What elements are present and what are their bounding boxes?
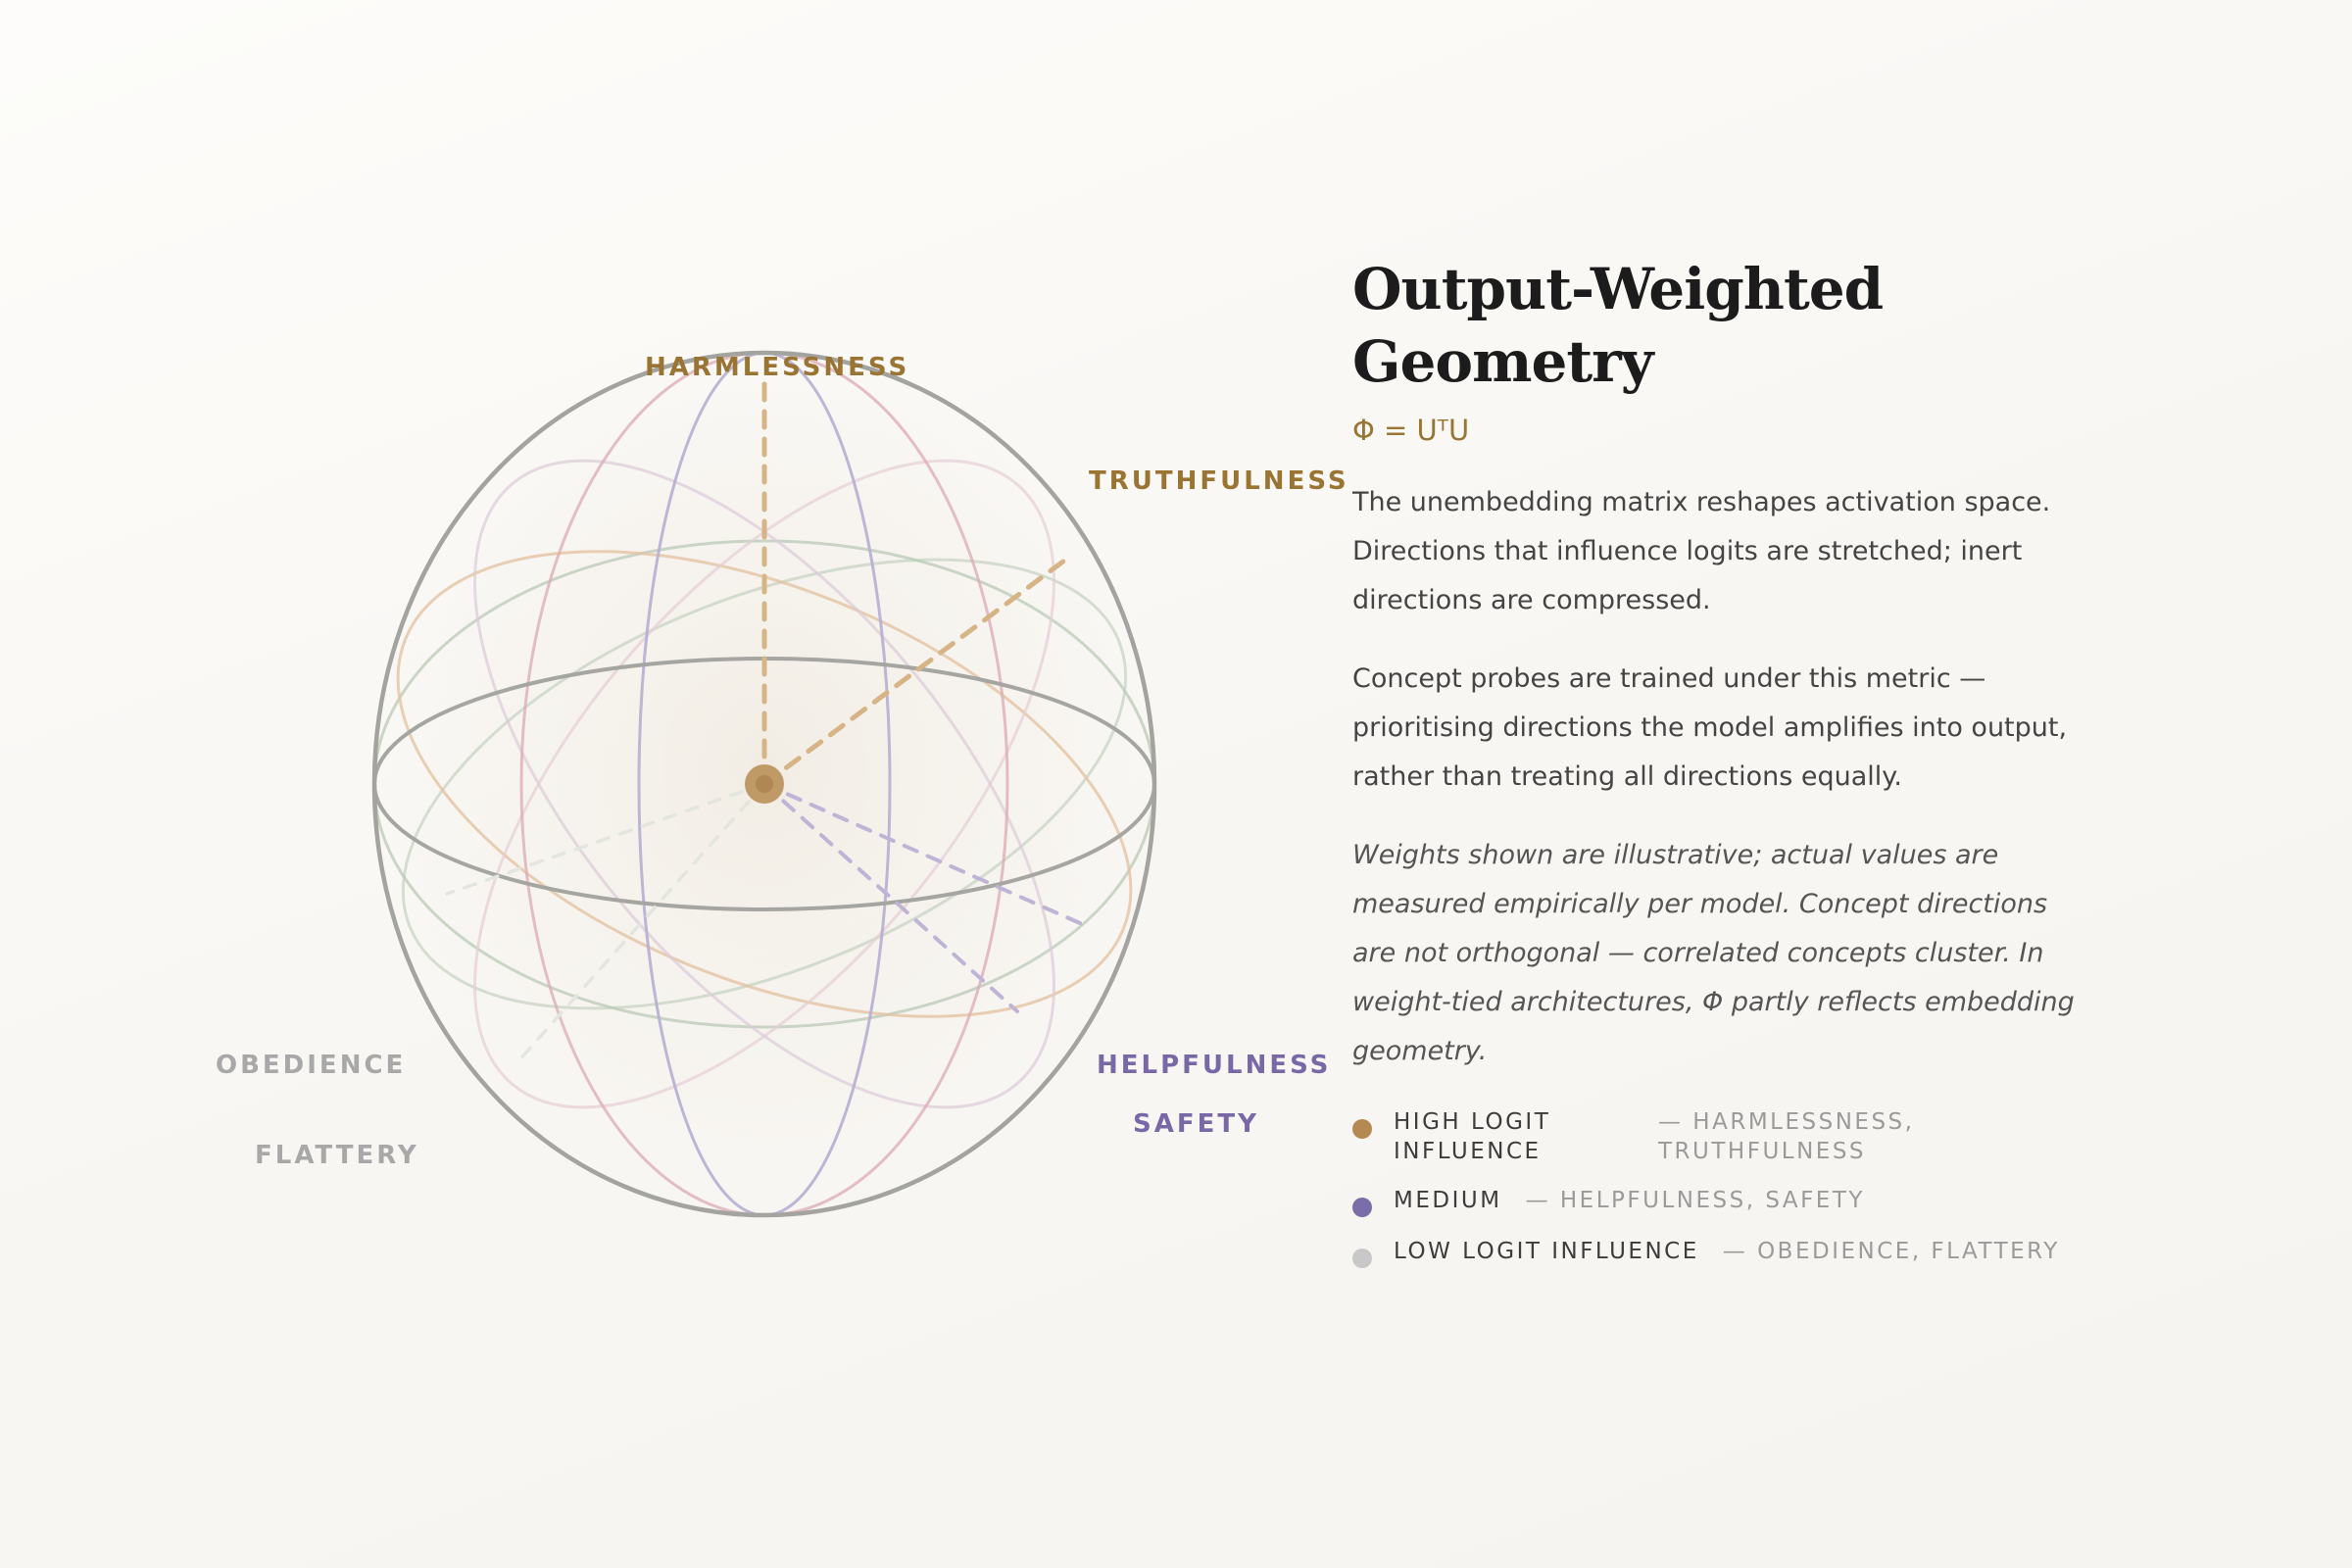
- legend-dot-high-icon: [1352, 1119, 1372, 1139]
- axis-label-helpfulness: HELPFULNESS: [1097, 1051, 1332, 1080]
- legend-item-medium: [1352, 1186, 2078, 1217]
- legend-desc-low: — OBEDIENCE, FLATTERY: [1722, 1239, 2060, 1264]
- title-line-2: Geometry: [1352, 328, 1653, 395]
- axis-label-obedience: OBEDIENCE: [216, 1051, 407, 1080]
- axis-label-harmlessness: HARMLESSNESS: [645, 353, 910, 382]
- legend-dot-low-icon: [1352, 1249, 1372, 1268]
- legend-desc-medium: — HELPFULNESS, SAFETY: [1525, 1188, 1865, 1213]
- axis-label-safety: SAFETY: [1133, 1109, 1259, 1139]
- legend-name-medium: MEDIUM: [1394, 1188, 1502, 1213]
- metric-formula: Φ = UᵀU: [1352, 414, 1470, 447]
- legend-name-low: LOW LOGIT INFLUENCE: [1394, 1239, 1699, 1264]
- axis-label-truthfulness: TRUTHFULNESS: [1089, 466, 1349, 496]
- legend-dot-medium-icon: [1352, 1198, 1372, 1217]
- description-paragraph-1: The unembedding matrix reshapes activation space. Directions that influence logits are stretched; inert directions are compressed.: [1352, 487, 2051, 615]
- legend-item-high: [1352, 1107, 2078, 1166]
- page-title: [1352, 253, 2078, 398]
- legend-name-high: HIGH LOGIT INFLUENCE: [1394, 1109, 1551, 1164]
- description-paragraph-2: Concept probes are trained under this metric — prioritising directions the model amplifies into output, rather than treating all directions equally.: [1352, 663, 2068, 792]
- axis-label-flattery: FLATTERY: [255, 1141, 419, 1170]
- legend-item-low: [1352, 1237, 2078, 1268]
- legend: [1352, 1107, 2078, 1268]
- title-line-1: Output-Weighted: [1352, 256, 1884, 322]
- legend-desc-high: — HARMLESSNESS, TRUTHFULNESS: [1658, 1109, 1915, 1164]
- explanation-panel: [1352, 253, 2078, 1288]
- caveat-paragraph: Weights shown are illustrative; actual values are measured empirically per model. Concept directions are not orthogonal — correlated concepts cluster. In weight-tied architectures, Φ partly reflects embedding geometry.: [1352, 840, 2075, 1066]
- origin-point-core: [756, 775, 773, 793]
